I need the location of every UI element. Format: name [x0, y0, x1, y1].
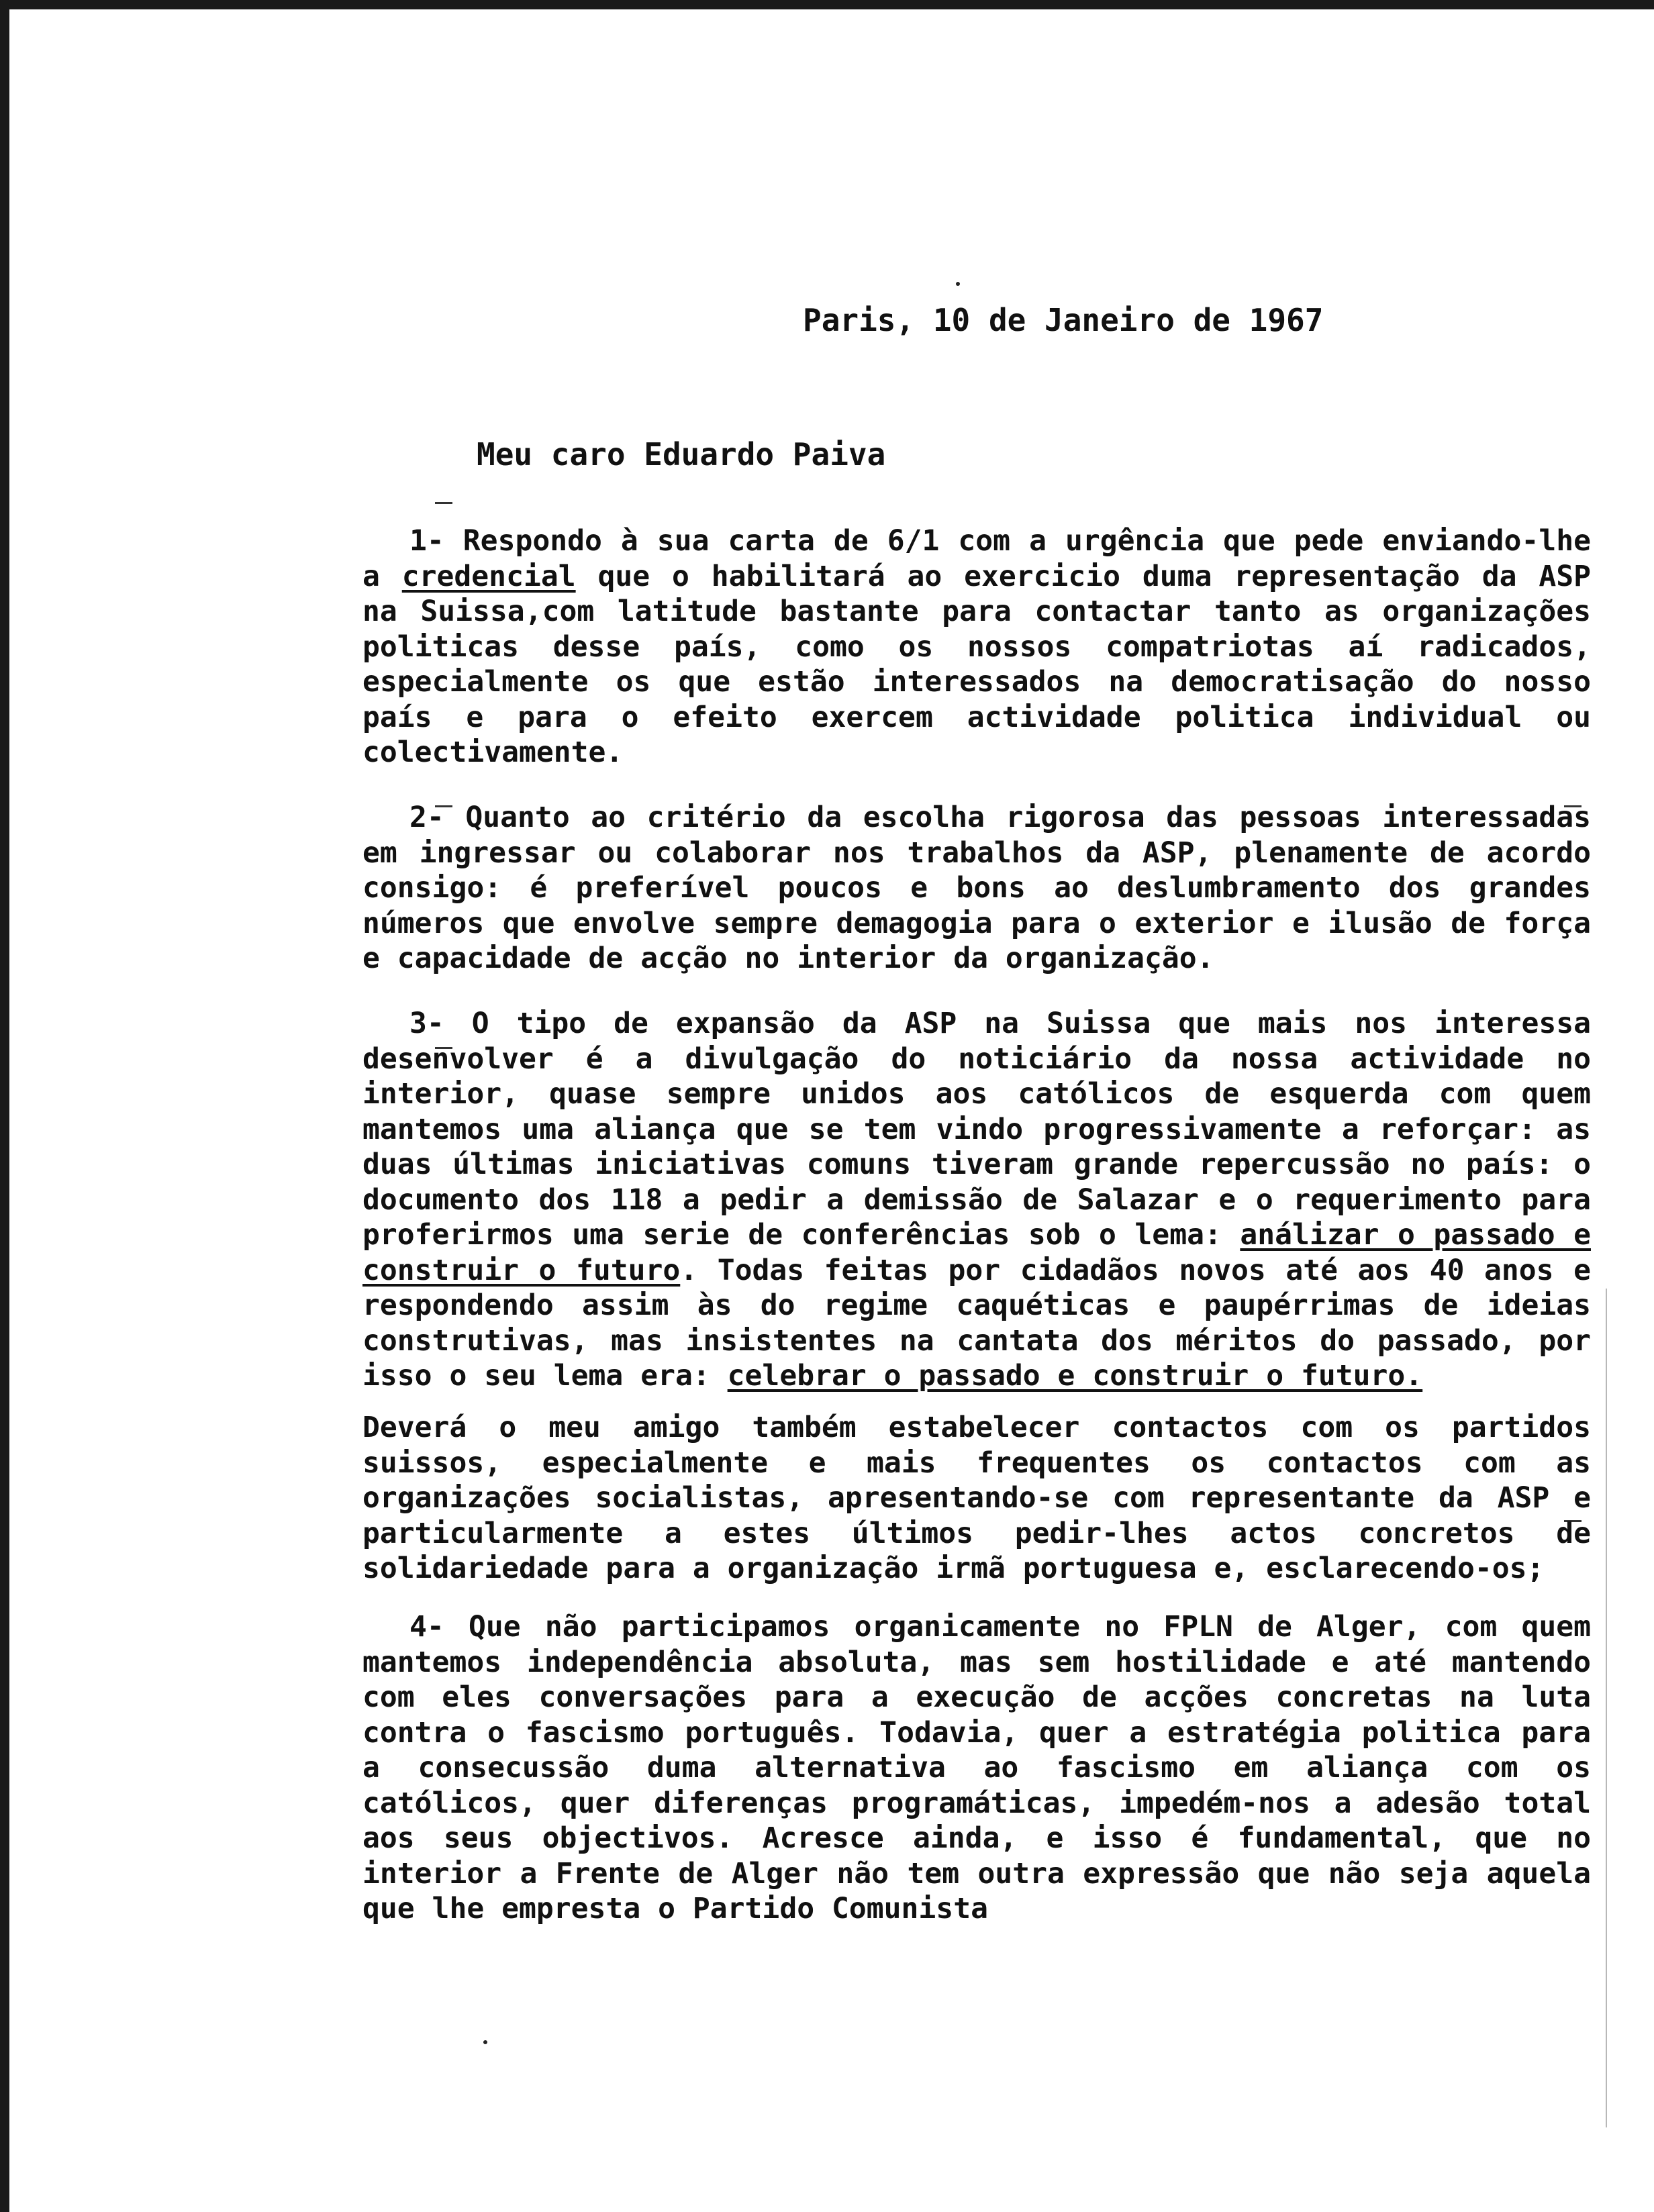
underlined-credencial: credencial: [401, 559, 576, 593]
paragraph-3: [362, 1006, 1591, 1394]
underlined-lema-celebrar: celebrar o passado e construir o futuro.: [727, 1359, 1423, 1393]
paragraph-4: 4- Que não participamos organicamente no FPLN de Alger, com quem mantemos independência absoluta, mas sem hostilidade e até mantendo com eles conversações para a execução de acções concretas na luta contra o fascismo português. Todavia, quer a estratégia politica para a consecussão duma alternativa ao fascismo em aliança com os católicos, quer diferenças programáticas, impedém-nos a adesão total aos seus objectivos. Acresce ainda, e isso é fundamental, que no interior a Frente de Alger não tem outra expressão que não seja aquela que lhe empresta o Partido Comunista: [362, 1610, 1591, 1925]
ink-speck: [483, 2040, 487, 2044]
underlined-lema-analizar: análizar o passado e construir o futuro: [362, 1218, 1591, 1287]
paragraph-2: 2- Quanto ao critério da escolha rigorosa das pessoas interessadas em ingressar ou colaborar nos trabalhos da ASP, plenamente de acordo consigo: é preferível poucos e bons ao deslumbramento dos grandes números que envolve sempre demagogia para o exterior e ilusão de força e capacidade de acção no interior da organização.: [362, 801, 1591, 975]
ink-speck: [956, 282, 960, 286]
scan-edge-left: [0, 0, 9, 2212]
paragraph-1: [362, 523, 1591, 770]
scan-edge-right-mark: [1606, 1289, 1607, 2127]
paragraph-1-text: 1- Respondo à sua carta de 6/1 com a urgência que pede enviando-lhe a: [362, 524, 1591, 593]
scan-edge-top: [0, 0, 1654, 9]
margin-mark: [435, 502, 452, 504]
paragraph-1-text-cont: que o habilitará ao exercicio duma representação da ASP na Suissa,com latitude bastante para contactar tanto as organizações politicas desse país, como os nossos compatriotas aí radicados, especialmente os que estão interessados na democratisação do nosso país e para o efeito exercem actividade politica individual ou colectivamente.: [362, 559, 1591, 769]
paragraph-3-text-cont: . Todas feitas por cidadãos novos até aos 40 anos e respondendo assim às do regime caquéticas e paupérrimas de ideias construtivas, mas insistentes na cantata dos méritos do passado, por isso o seu lema era:: [362, 1253, 1591, 1393]
letter-dateline: Paris, 10 de Janeiro de 1967: [803, 302, 1324, 338]
letter-salutation: Meu caro Eduardo Paiva: [477, 436, 886, 472]
paragraph-3-continuation: Deverá o meu amigo também estabelecer contactos com os partidos suissos, especialmente e mais frequentes os contactos com as organizações socialistas, apresentando-se com representante da ASP e particularmente a estes últimos pedir-lhes actos concretos de solidariedade para a organização irmã portuguesa e, esclarecendo-os;: [362, 1411, 1591, 1585]
paragraph-3-text: 3- O tipo de expansão da ASP na Suissa que mais nos interessa desenvolver é a divulgação do noticiário da nossa actividade no interior, quase sempre unidos aos católicos de esquerda com quem mantemos uma aliança que se tem vindo progressivamente a reforçar: as duas últimas iniciativas comuns tiveram grande repercussão no país: o documento dos 118 a pedir a demissão de Salazar e o requerimento para proferirmos uma serie de conferências sob o lema:: [362, 1007, 1591, 1252]
